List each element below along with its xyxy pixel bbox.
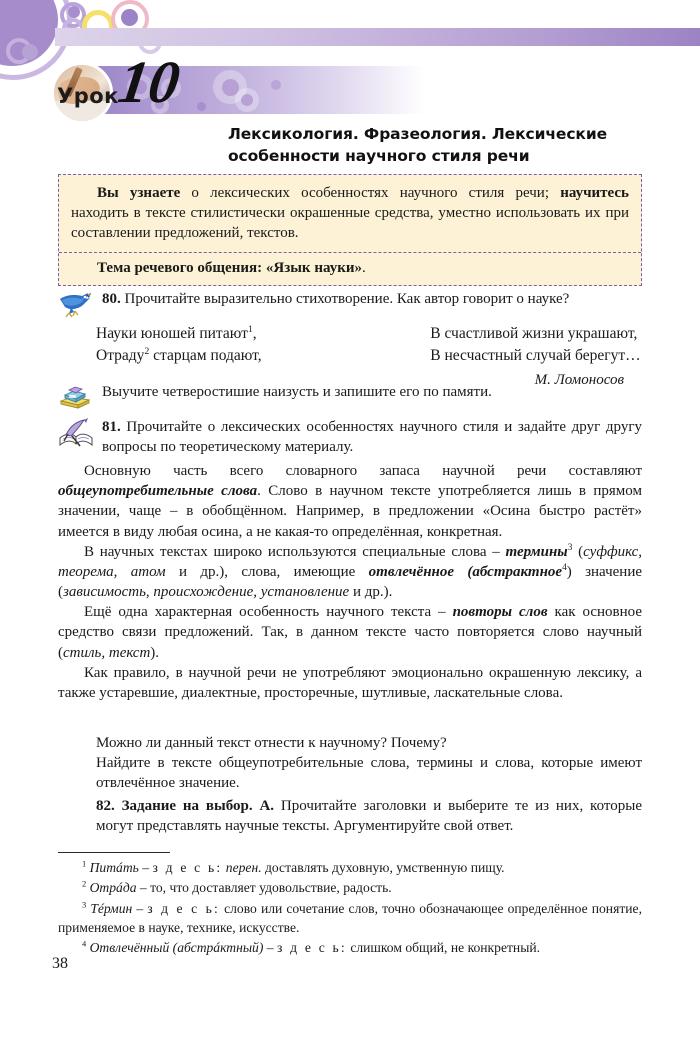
- theory-run: стиль, текст: [63, 644, 151, 661]
- footnote-italic-note: перен.: [222, 860, 262, 875]
- theory-run: Как правило, в научной речи не употребляют эмоционально окрашенную лексику, а также устаревшие, диалектные, просторечные, шутливые, ласкательные слова.: [58, 664, 642, 701]
- footnote-here-label: з д е с ь:: [152, 860, 223, 875]
- banner-bubble-6: [241, 94, 253, 106]
- exercise-82: [96, 796, 642, 836]
- goals-text-1: о лексических особенностях научного стиля речи;: [180, 185, 561, 201]
- theory-run: общеупотребительные слова: [58, 483, 258, 500]
- ex80-number: 80.: [102, 291, 121, 307]
- footnote-dash: –: [132, 900, 148, 916]
- footnote-term: Отвлечённый (абстрáктный): [86, 940, 264, 956]
- deco-circle-dot-purple-in-pink: [121, 9, 138, 26]
- theory-run: и др.), слова, имеющие: [165, 563, 369, 580]
- goals-theme-text: [59, 253, 641, 285]
- poem-line-2-right: В несчастный случай берегут…: [430, 347, 641, 365]
- theory-run: Ещё одна характерная особенность научного текста –: [84, 604, 453, 621]
- footnote-definition: слово или сочетание слов, точно обозначающее определённое понятие, применяемое в науке, технике, искусстве.: [58, 900, 642, 935]
- theory-paragraph: [58, 542, 642, 603]
- poem-l2l-end: старцам подают,: [149, 347, 262, 365]
- theory-run: 3: [567, 542, 573, 553]
- footnote-definition: доставлять духовную, умственную пищу.: [261, 860, 505, 875]
- footnote-here-label: з д е с ь:: [147, 900, 220, 916]
- footnote-item: [58, 858, 642, 877]
- goals-main-text: [59, 175, 641, 253]
- goals-bold-2: научитесь: [560, 185, 629, 201]
- ex81-number: 81.: [102, 419, 121, 435]
- deco-circle-dot-a: [68, 6, 80, 18]
- goals-box: [58, 174, 642, 286]
- theory-run: повторы слов: [452, 604, 548, 621]
- theory-run: В научных текстах широко используются специальные слова –: [84, 543, 506, 560]
- question-line: Найдите в тексте общеупотребительные слова, термины и слова, которые имеют отвлечённое значение.: [96, 755, 642, 792]
- theory-run: как основное средство связи предложений. Так, в данном тексте часто повторяется слово научный (: [58, 604, 642, 661]
- banner-bubble-7: [271, 80, 281, 90]
- blue-bird-icon: [58, 290, 92, 320]
- theory-paragraph: [58, 663, 642, 703]
- theory-run: Основную часть всего словарного запаса научной речи составляют: [84, 463, 642, 479]
- poem-line-1-right: В счастливой жизни украшают,: [430, 325, 638, 342]
- ex81-prompt: [102, 418, 642, 458]
- footnote-dash: –: [263, 940, 277, 956]
- theory-run: ).: [150, 644, 160, 661]
- poem-author: М. Ломоносов: [534, 372, 624, 389]
- page-title: Лексикология. Фразеология. Лексические особенности научного стиля речи: [228, 125, 608, 165]
- poem-line-1-left: [96, 323, 262, 345]
- goals-theme-end: .: [362, 259, 366, 276]
- books-icon: [58, 383, 92, 413]
- theory-paragraph: [58, 602, 642, 663]
- footnote-term: Тéрмин: [86, 900, 133, 916]
- goals-theme-value: «Язык науки»: [265, 259, 362, 276]
- ex81-prompt-text: Прочитайте о лексических особенностях научного стиля и задайте друг другу вопросы по теоретическому материалу.: [102, 419, 642, 455]
- ex82-line: [96, 796, 642, 836]
- footnote-marker: 2: [82, 878, 87, 889]
- questions-list: [96, 733, 642, 794]
- footnote-dash: –: [138, 860, 153, 875]
- goals-bold-1: Вы узнаете: [97, 185, 181, 201]
- ex82-text: Прочитайте заголовки и выберите те из них, которые могут представлять научные тексты. Аргументируйте свой ответ.: [96, 798, 642, 835]
- footnote-marker: 1: [82, 858, 87, 869]
- footnote-here-label: з д е с ь:: [276, 940, 347, 956]
- theory-run: и др.).: [349, 584, 393, 601]
- footnote-item: [58, 878, 642, 897]
- theory-run: (: [572, 543, 584, 560]
- footnotes: [58, 852, 642, 958]
- footnote-term: Отрáда: [86, 880, 137, 896]
- footnote-item: [58, 938, 642, 957]
- footnote-item: [58, 899, 642, 938]
- question-line: Можно ли данный текст отнести к научному? Почему?: [96, 735, 447, 751]
- footnote-marker: 4: [82, 938, 87, 949]
- theory-run: 4: [562, 562, 567, 573]
- exercise-81: [58, 418, 642, 458]
- exercise-80: [58, 290, 642, 310]
- poem-table: [96, 323, 642, 367]
- memorize-task: [58, 383, 642, 403]
- theory-run: ) значение (: [58, 563, 643, 601]
- ex82-number: 82.: [96, 798, 115, 814]
- lesson-label: Урок: [57, 84, 119, 108]
- theory-run: . Слово в научном тексте употребляется лишь в прямом значении, чаще – в обобщённом. Например, в предложении «Осина быстро растёт» имеется в виду любая осина, а не какая-то определённая, конкретная.: [58, 483, 643, 540]
- poem-l1l-end: ,: [252, 325, 257, 343]
- footnote-separator-rule: [58, 852, 170, 853]
- footnote-definition: слишком общий, не конкретный.: [346, 940, 541, 956]
- header-decoration: [0, 0, 700, 125]
- lesson-number: 10: [114, 49, 184, 115]
- theory-run: отвлечённое (абстрактное: [368, 563, 563, 580]
- deco-circle-small-dot-left: [22, 44, 38, 60]
- poem: [96, 323, 642, 389]
- poem-l2l-text: Отраду: [96, 347, 145, 365]
- footnote-term: Питáть: [86, 860, 139, 875]
- goals-text-2: находить в тексте стилистически окрашенные средства, уместно использовать их при составлении предложений, текстов.: [71, 204, 629, 241]
- poem-row-2: [96, 345, 642, 367]
- ex80-prompt: [102, 290, 642, 310]
- theory-run: термины: [505, 543, 568, 560]
- header-gradient-bar: [55, 28, 700, 46]
- open-book-pen-icon: [58, 418, 92, 448]
- poem-l1l-text: Науки юношей питают: [96, 325, 248, 343]
- poem-line-2-left: [96, 345, 262, 367]
- footnote-marker: 3: [82, 899, 87, 910]
- ex82-bold-label: Задание на выбор. А.: [114, 798, 275, 814]
- banner-bubble-5: [197, 102, 206, 111]
- footnote-definition: то, что доставляет удовольствие, радость.: [150, 880, 392, 896]
- memorize-text: Выучите четверостишие наизусть и запишите его по памяти.: [102, 384, 492, 400]
- theory-paragraph: [58, 461, 642, 542]
- theory-run: суффикс, теорема, атом: [58, 543, 642, 580]
- poem-l1l-sup: 1: [247, 324, 253, 335]
- page-number: 38: [52, 955, 68, 972]
- poem-l2l-sup: 2: [144, 346, 150, 358]
- goals-theme-label: Тема речевого общения:: [97, 259, 266, 276]
- footnote-dash: –: [136, 880, 151, 896]
- poem-row-1: [96, 323, 642, 345]
- theory-text: [58, 461, 642, 703]
- ex80-prompt-text: Прочитайте выразительно стихотворение. Как автор говорит о науке?: [120, 291, 570, 307]
- theory-run: зависимость, происхождение, установление: [63, 584, 350, 601]
